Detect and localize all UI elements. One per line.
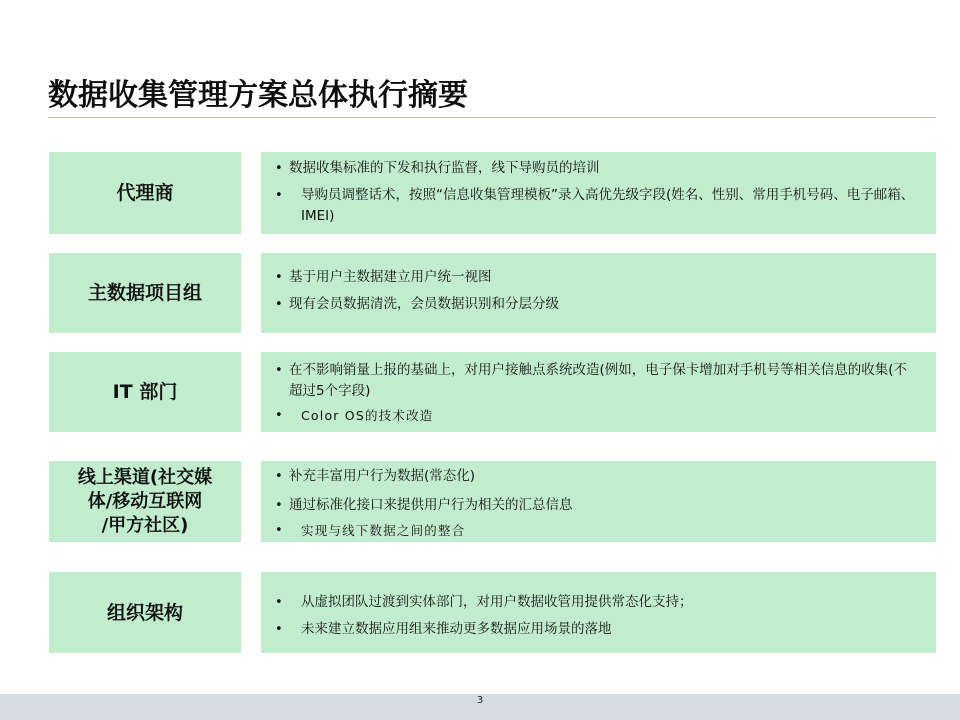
row-label-it (49, 352, 241, 432)
list-item (275, 619, 920, 640)
bullet-icon: • (275, 523, 283, 538)
bullet-icon: • (275, 498, 283, 513)
row-label-organization (49, 572, 241, 653)
row-label-master-data (49, 253, 241, 333)
row-label-online-channel (49, 461, 241, 542)
list-item-text: Color OS的技术改造 (301, 408, 434, 423)
bullet-icon: • (275, 363, 283, 378)
list-item (275, 294, 920, 315)
list-item-text: 现有会员数据清洗，会员数据识别和分层分级 (289, 296, 559, 312)
row-body-organization (261, 572, 936, 653)
row-body-it (261, 352, 936, 432)
row-body-master-data (261, 253, 936, 333)
list-item-text: 基于用户主数据建立用户统一视图 (289, 269, 492, 285)
list-item-text: 实现与线下数据之间的整合 (301, 523, 466, 538)
bullet-icon: • (275, 408, 283, 423)
list-item (275, 185, 920, 227)
bullet-icon: • (275, 622, 283, 637)
list-item-text: 导购员调整话术，按照“信息收集管理模板”录入高优先级字段(姓名、性别、常用手机号码、电子邮箱、 IMEI) (301, 187, 915, 224)
row-label-line: 线上渠道(社交媒 (77, 466, 213, 488)
list-item-text: 补充丰富用户行为数据(常态化) (289, 468, 476, 484)
bullet-icon: • (275, 188, 283, 203)
list-item-text: 通过标准化接口来提供用户行为相关的汇总信息 (289, 497, 573, 513)
row-body-agent (261, 152, 936, 234)
list-item (275, 520, 920, 541)
title-divider (48, 117, 936, 118)
list-item (275, 495, 920, 516)
page-number: 3 (476, 695, 484, 706)
page-title: 数据收集管理方案总体执行摘要 (48, 78, 468, 113)
list-item (275, 267, 920, 288)
list-item (275, 158, 920, 179)
bullet-icon: • (275, 161, 283, 176)
list-item (275, 405, 920, 426)
row-label-text: IT 部门 (112, 381, 178, 403)
bullet-icon: • (275, 297, 283, 312)
bullet-icon: • (275, 469, 283, 484)
row-label-line: /甲方社区) (101, 514, 189, 536)
bullet-icon: • (275, 595, 283, 610)
row-label-text: 组织架构 (106, 601, 183, 624)
list-item-text: 在不影响销量上报的基础上，对用户接触点系统改造(例如，电子保卡增加对手机号等相关信息的收集(不超过5个字段) (289, 362, 908, 399)
list-item-text: 未来建立数据应用组来推动更多数据应用场景的落地 (301, 621, 612, 637)
list-item-text: 数据收集标准的下发和执行监督，线下导购员的培训 (289, 160, 600, 176)
row-label-text: 代理商 (116, 182, 174, 204)
row-body-online-channel (261, 461, 936, 542)
row-label-agent (49, 152, 241, 234)
list-item-text: 从虚拟团队过渡到实体部门，对用户数据收管用提供常态化支持； (301, 594, 693, 610)
list-item (275, 592, 920, 613)
list-item (275, 466, 920, 487)
row-label-multiline (78, 466, 212, 538)
bullet-icon: • (275, 270, 283, 285)
row-label-line: 体/移动互联网 (87, 490, 203, 512)
list-item (275, 360, 920, 402)
row-label-text: 主数据项目组 (87, 282, 202, 304)
